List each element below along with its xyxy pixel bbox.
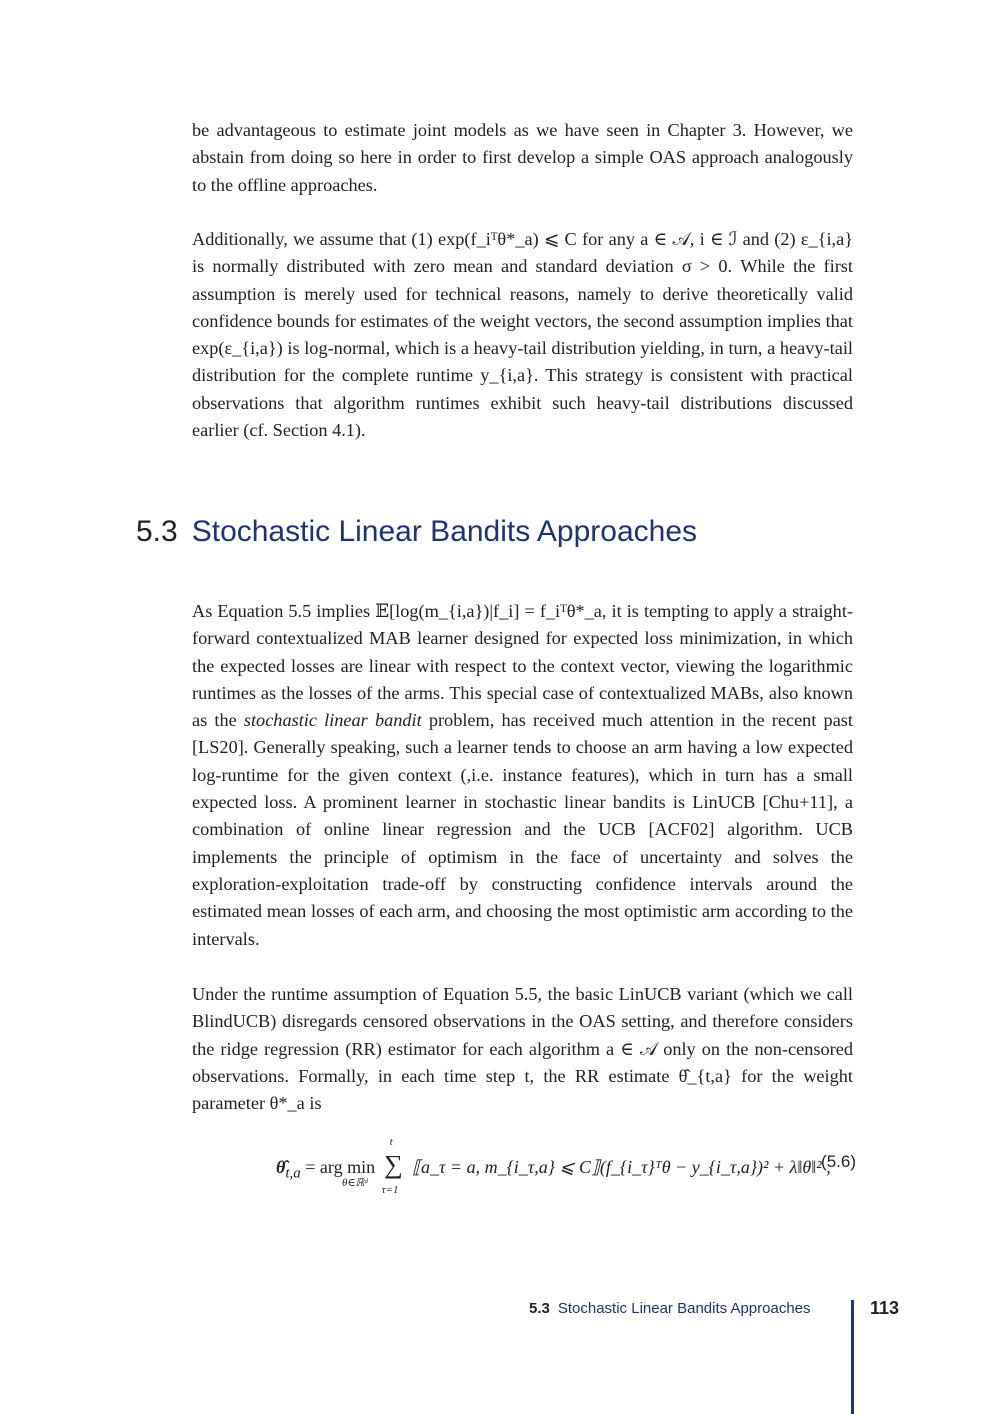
equation-lhs: θ̂	[276, 1157, 286, 1177]
footer-section-title: Stochastic Linear Bandits Approaches	[557, 1300, 811, 1317]
sum-symbol: ∑ t τ=1	[381, 1136, 403, 1196]
page-number: 113	[870, 1298, 900, 1318]
equation-sum-body: ⟦a_τ = a, m_{i_τ,a} ⩽ C⟧(f_{i_τ}ᵀθ − y_{i_τ,a})² + λ‖θ‖² ,	[412, 1157, 831, 1177]
section-heading	[136, 512, 697, 552]
paragraph-2: Additionally, we assume that (1) exp(f_iᵀθ*_a) ⩽ C for any a ∈ 𝒜, i ∈ ℐ and (2) ε_{i,a} is normally distributed with zero mean and standard deviation σ > 0. While the first assumption is merely used for technical reasons, namely to derive theoretically valid confidence bounds for estimates of the weight vectors, the second assumption implies that exp(ε_{i,a}) is log-normal, which is a heavy-tail distribution yielding, in turn, a heavy-tail distribution for the complete runtime y_{i,a}. This strategy is consistent with practical observations that algorithm runtimes exhibit such heavy-tail distributions discussed earlier (cf. Section 4.1).	[192, 229, 853, 441]
paragraph-4: Under the runtime assumption of Equation 5.5, the basic LinUCB variant (which we call BlindUCB) disregards censored observations in the OAS setting, and therefore considers the ridge regression (RR) estimator for each algorithm a ∈ 𝒜 only on the non-censored observations. Formally, in each time step t, the RR estimate θ̂_{t,a} for the weight parameter θ*_a is	[192, 984, 853, 1114]
sum-lower: τ=1	[381, 1184, 399, 1196]
argmin-sub: θ∈ℝᵈ	[342, 1177, 368, 1189]
paragraph-3-part-1: As Equation 5.5 implies 𝔼[log(m_{i,a})|f_i] = f_iᵀθ*_a, it is tempting to apply a straight-forward contextualized MAB learner designed for expected loss minimization, in which the expected losses are linear with respect to the context vector, viewing the logarithmic runtimes as the losses of the arms. This special case of contextualized MABs, also known as the	[192, 601, 853, 731]
section-title: Stochastic Linear Bandits Approaches	[191, 515, 698, 548]
sum-upper: t	[389, 1136, 393, 1148]
paragraph-3	[192, 598, 853, 953]
equation-number: (5.6)	[821, 1152, 856, 1171]
footer-running-head	[529, 1300, 811, 1317]
equation-5-6	[276, 1136, 856, 1196]
equation-lhs-sub: t,a	[285, 1165, 301, 1182]
footer-rule	[851, 1300, 854, 1414]
equation-operator: = arg min	[300, 1157, 376, 1177]
paragraph-3-part-2: problem, has received much attention in the recent past [LS20]. Generally speaking, such a learner tends to choose an arm having a low expected log-runtime for the given context (,i.e. instance features), which in turn has a small expected loss. A prominent learner in stochastic linear bandits is LinUCB [Chu+11], a combination of online linear regression and the UCB [ACF02] algorithm. UCB implements the principle of optimism in the face of uncertainty and solves the exploration-exploitation trade-off by constructing confidence intervals around the estimated mean losses of each arm, and choosing the most optimistic arm according to the intervals.	[192, 710, 853, 949]
footer-section-number: 5.3	[529, 1300, 550, 1317]
section-number: 5.3	[136, 515, 178, 548]
emphasis-term: stochastic linear bandit	[243, 710, 422, 731]
paragraph-1: be advantageous to estimate joint models as we have seen in Chapter 3. However, we abstain from doing so here in order to first develop a simple OAS approach analogously to the offline approaches.	[192, 120, 853, 195]
